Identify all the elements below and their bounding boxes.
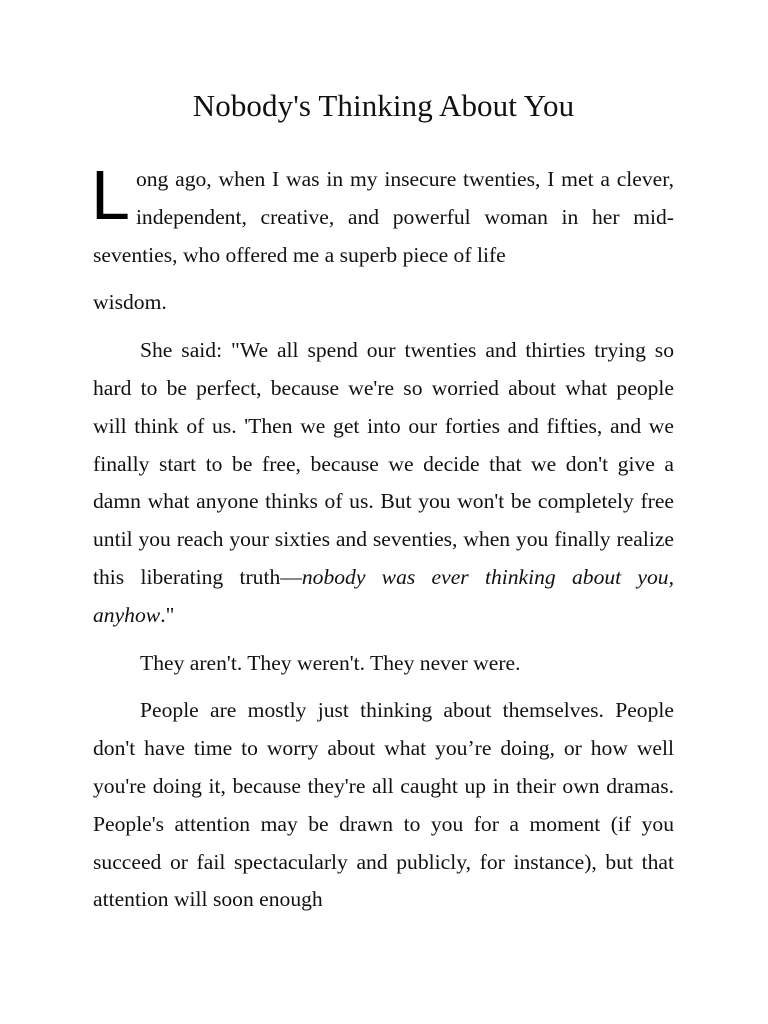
document-page: [93, 0, 674, 919]
paragraph-attention: People are mostly just thinking about themselves. People don't have time to worry about what you’re doing, or how well you're doing it, because they're all caught up in their own dramas. People's attention may be drawn to you for a moment (if you succeed or fail spectacularly and publicly, for instance), but that attention will soon enough: [93, 698, 674, 912]
paragraph-quote-text: She said: "We all spend our twenties and thirties trying so hard to be perfect, because we're so worried about what people will think of us. 'Then we get into our forties and fifties, and we finally start to be free, because we decide that we don't give a damn what anyone thinks of us. But you won't be completely free until you reach your sixties and seventies, when you finally realize this liberating truth—: [93, 338, 674, 589]
drop-cap: L: [91, 156, 130, 234]
paragraph-opening-text: ong ago, when I was in my insecure twenties, I met a clever, independent, creative, and powerful woman in her mid-seventies, who offered me a superb piece of life: [93, 167, 674, 267]
paragraph-opening-continuation: wisdom.: [93, 290, 167, 315]
quote-emphasis: nobody was ever thinking about you, anyhow: [93, 564, 674, 627]
paragraph-opening: [91, 156, 674, 274]
document-title: Nobody's Thinking About You: [192, 88, 575, 123]
paragraph-quote: [93, 332, 674, 634]
paragraph-short: They aren't. They weren't. They never were.: [140, 650, 521, 675]
quote-closing: .": [160, 602, 175, 627]
